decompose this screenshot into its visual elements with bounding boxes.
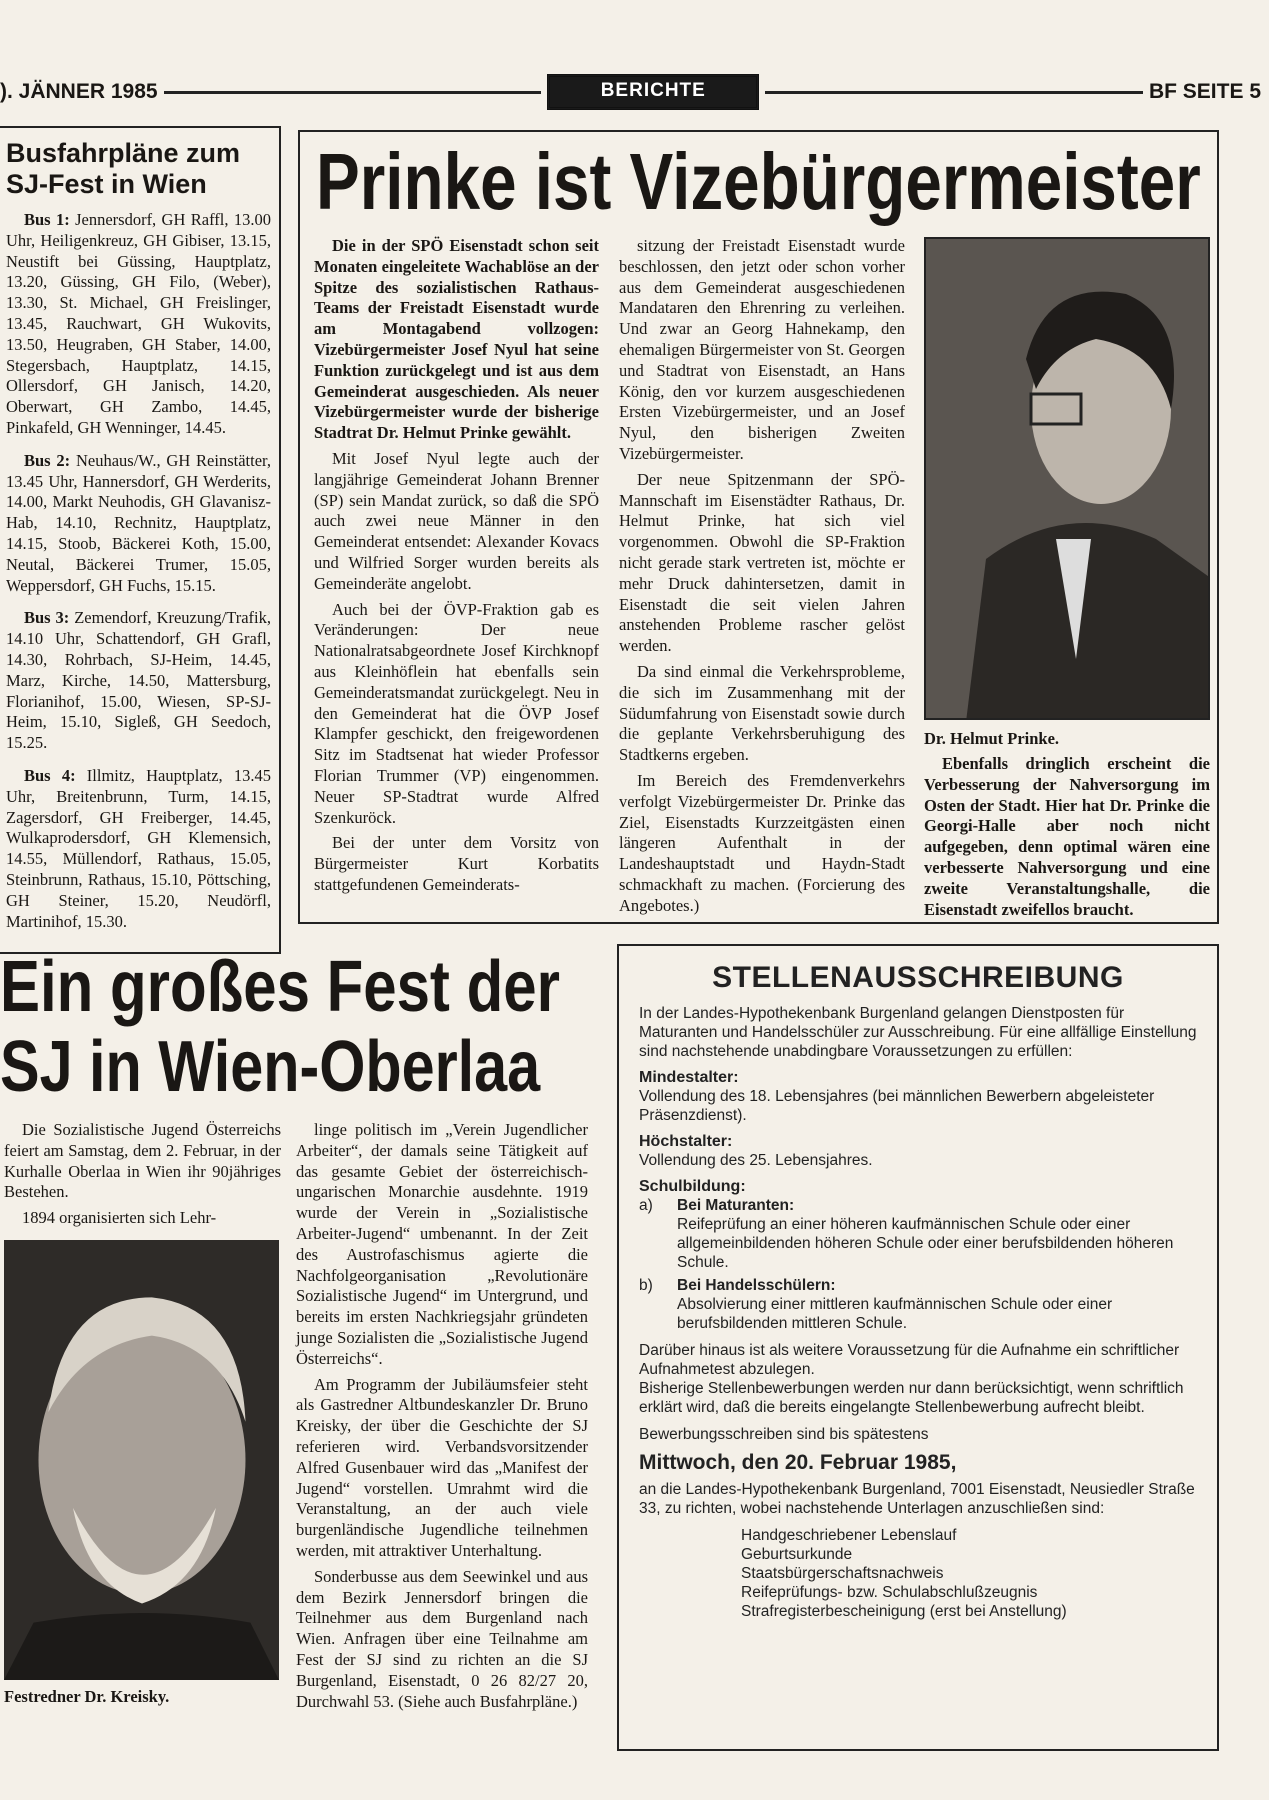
document-item: Strafregisterbescheinigung (erst bei Anstellung) [741,1603,1067,1620]
paragraph: Bus 3: Zemendorf, Kreuzung/Trafik, 14.10 Uhr, Schattendorf, GH Grafl, 14.30, Rohrbach, SJ-Heim, 14.45, Marz, Kirche, 14.50, Mattersburg, Florianihof, 15.00, Wiesen, SP-SJ-Heim, 15.10, Sigleß, GH Seedoch, 15.25. [6,608,271,753]
min-age-label: Mindestalter: [639,1069,739,1086]
paragraph: Bus 2: Neuhaus/W., GH Reinstätter, 13.45 Uhr, Hannersdorf, GH Werderits, 14.00, Markt Neuhodis, GH Glavanisz-Hab, 14.10, Rechnitz, Hauptplatz, 14.15, Stoob, Bäckerei Koth, 15.00, Neutal, Bäckerei Trumer, 15.05, Weppersdorf, GH Fuchs, 15.15. [6,450,271,595]
prinke-article [298,130,1219,924]
max-age-text: Vollendung des 25. Lebensjahres. [639,1152,873,1169]
section-label: BERICHTE [547,74,759,110]
header-rule [765,91,1143,94]
paragraph: linge politisch im „Verein Jugendlicher Arbeiter“, der damals seine Tätigkeit auf das gesamte Gebiet der österreichisch-ungarischen Monarchie ausdehnte. 1919 wurde der Verein in „Sozialistische Arbeiter-Jugend“ umbenannt. In der Zeit des Austrofaschismus agierte die Nachfolgeorganisation „Revolutionäre Sozialistische Jugend“ im Untergrund, und bereits im ersten Nachkriegsjahr gründeten junge Sozialisten die „Sozialistische Jugend Österreichs“. [296,1120,588,1368]
bus-label: Bus 4: [24,765,76,785]
ad-intro: In der Landes-Hypothekenbank Burgenland gelangen Dienstposten für Maturanten und Handelsschüler zur Ausschreibung. Für eine allfällige Einstellung sind nachstehende unabdingbare Voraussetzungen zu erfüllen: [639,1005,1197,1060]
paragraph: Auch bei der ÖVP-Fraktion gab es Veränderungen: Der neue Nationalratsabgeordnete Josef Kirchknopf aus Kleinhöflein hat ebenfalls sein Gemeinderatsmandat zurückgelegt. Neu in den Gemeinderat hat die ÖVP Josef Klampfer geschickt, den freigewordenen Sitz im Stadtsenat hat wieder Professor Florian Trummer (VP) eingenommen. Neuer SP-Stadtrat wurde Alfred Szenkuröck. [314,599,599,827]
prinke-photo-column [924,237,1210,925]
paragraph: Die in der SPÖ Eisenstadt schon seit Monaten eingeleitete Wachablöse an der Spitze des sozialistischen Rathaus-Teams der Freistadt Eisenstadt wurde am Montagabend vollzogen: Vizebürgermeister Josef Nyul hat seine Funktion zurückgelegt und ist aus dem Gemeinderat ausgeschieden. Als neuer Vizebürgermeister wurde der bisherige Stadtrat Dr. Helmut Prinke gewählt. [314,236,599,443]
kreisky-caption: Festredner Dr. Kreisky. [4,1686,170,1706]
document-item: Geburtsurkunde [741,1546,853,1563]
kreisky-photo [4,1240,279,1680]
fest-column-1 [4,1120,281,1234]
item-a-text: Reifeprüfung an einer höheren kaufmännischen Schule oder einer allgemeinbildenden höheren Schule oder einer berufsbildenden höheren Schule. [677,1216,1174,1271]
bus-label: Bus 1: [24,210,70,229]
ad-title: STELLENAUSSCHREIBUNG [712,961,1124,994]
bus-label: Bus 3: [24,608,70,628]
ad-previous: Bisherige Stellenbewerbungen werden nur dann berücksichtigt, wenn schriftlich erklärt wird, daß die bereits eingelangte Stellenbewerbung aufrecht bleibt. [639,1380,1184,1416]
prinke-column-3 [924,754,1210,925]
prinke-caption: Dr. Helmut Prinke. [924,729,1060,748]
paragraph: Sonderbusse aus dem Seewinkel und aus dem Bezirk Jennersdorf bringen die Teilnehmer aus dem Burgenland nach Wien. Anfragen über eine Teilnahme am Fest der SJ sind zu richten an die SJ Burgenland, Eisenstadt, 0 26 82/27 20, Durchwahl 53. (Siehe auch Busfahrpläne.) [296,1566,588,1711]
education-label: Schulbildung: [639,1178,746,1195]
fest-headline-wrap-2 [0,1028,590,1108]
deadline-intro: Bewerbungsschreiben sind bis spätestens [639,1426,929,1443]
prinke-headline: Prinke ist Vizebürgermeister [316,138,1201,226]
item-b-text: Absolvierung einer mittleren kaufmännischen Schule oder einer berufsbildenden mittleren Schule. [677,1296,1113,1332]
bus-label: Bus 2: [24,450,71,470]
item-b-label: Bei Handelsschülern: [677,1277,836,1294]
job-advertisement [617,944,1219,1751]
ad-address: an die Landes-Hypothekenbank Burgenland, 7001 Eisenstadt, Neusiedler Straße 33, zu richten, wobei nachstehende Unterlagen anzuschließen sind: [639,1481,1195,1517]
item-b-mark: b) [639,1277,653,1294]
paragraph: Da sind einmal die Verkehrsprobleme, die sich im Zusammenhang mit der Südumfahrung von Eisenstadt sowie durch die geplante Verkehrsberuhigung des Stadtkerns ergeben. [619,661,905,765]
paragraph: Bei der unter dem Vorsitz von Bürgermeister Kurt Korbatits stattgefundenen Gemeinderats- [314,833,599,894]
page-number: BF SEITE 5 [1148,80,1261,103]
paragraph: Bus 1: Jennersdorf, GH Raffl, 13.00 Uhr, Heiligenkreuz, GH Gibiser, 13.15, Neustift bei Güssing, Hauptplatz, 13.20, Güssing, GH Filo, (Weber), 13.30, St. Michael, GH Freislinger, 13.45, Rauchwart, GH Wukovits, 13.50, Heugraben, GH Staber, 14.00, Stegersbach, Hauptplatz, 14.15, Ollersdorf, GH Janisch, 14.20, Oberwart, GH Zambo, 14.45, Pinkafeld, GH Wenninger, 14.45. [6,210,271,437]
paragraph: Am Programm der Jubiläumsfeier steht als Gastredner Altbundeskanzler Dr. Bruno Kreisky, der über die Geschichte der SJ referieren wird. Verbandsvorsitzender Alfred Gusenbauer wird das „Manifest der Jugend“ vorstellen. Umrahmt wird die Veranstaltung, an der auch viele burgenländische Jugendliche teilnehmen werden, mit attraktiver Unterhaltung. [296,1374,588,1560]
prinke-column-1 [314,236,599,901]
document-item: Staatsbürgerschaftsnachweis [741,1565,944,1582]
paragraph: Die Sozialistische Jugend Österreichs feiert am Samstag, dem 2. Februar, in der Kurhalle Oberlaa in Wien ihr 90jähriges Bestehen. [4,1120,281,1202]
min-age-text: Vollendung des 18. Lebensjahres (bei männlichen Bewerbern abgeleisteter Präsenzdienst). [639,1088,1155,1124]
paragraph: sitzung der Freistadt Eisenstadt wurde beschlossen, den jetzt oder schon vorher aus dem Gemeinderat ausgeschiedenen Mandataren den Ehrenring zu verleihen. Und zwar an Georg Hahnekamp, den ehemaligen Bürgermeister von St. Georgen und Stadtrat von Eisenstadt, an Hans König, den vor kurzem ausgeschiedenen Ersten Vizebürgermeister, und an Josef Nyul, den bisherigen Zweiten Vizebürgermeister. [619,236,905,463]
bus-title: Busfahrpläne zum SJ-Fest in Wien [6,138,241,199]
fest-column-2 [296,1120,588,1717]
fest-headline-line-1: Ein großes Fest der [0,948,560,1027]
paragraph: Der neue Spitzenmann der SPÖ-Mannschaft im Eisenstädter Rathaus, Dr. Helmut Prinke, hat sich viel vorgenommen. Obwohl die SP-Fraktion nicht gerade stark vertreten ist, möchte er mehr Druck dahintersetzen, damit in Eisenstadt die seit vielen Jahren anstehenden Probleme rascher gelöst werden. [619,469,905,656]
prinke-headline-wrap [316,138,1201,228]
bus-schedule-text [6,210,271,932]
document-item: Reifeprüfungs- bzw. Schulabschlußzeugnis [741,1584,1038,1601]
deadline: Mittwoch, den 20. Februar 1985, [639,1451,957,1474]
paragraph: 1894 organisierten sich Lehr- [22,1208,217,1228]
page-header [0,74,1269,110]
issue-date: ). JÄNNER 1985 [0,80,158,103]
header-rule [164,91,542,94]
item-a-mark: a) [639,1197,653,1214]
item-a-label: Bei Maturanten: [677,1197,795,1214]
max-age-label: Höchstalter: [639,1133,733,1150]
document-list [639,1526,1197,1621]
fest-article [0,948,600,1788]
bus-schedule-box [0,126,281,954]
paragraph: Mit Josef Nyul legte auch der langjährige Gemeinderat Johann Brenner (SP) sein Mandat zurück, so daß die SPÖ auch zwei neue Männer in den Gemeinderat entsendet: Alexander Kovacs und Wilfried Sorger wurden bereits als Gemeinderäte angelobt. [314,448,599,593]
ad-extra: Darüber hinaus ist als weitere Voraussetzung für die Aufnahme ein schriftlicher Aufnahmetest abzulegen. [639,1342,1180,1378]
fest-left-column [4,1120,281,1708]
fest-headline-wrap-1 [0,948,590,1028]
paragraph: Bus 4: Illmitz, Hauptplatz, 13.45 Uhr, Breitenbrunn, Turm, 14.15, Zagersdorf, GH Freiberger, 14.45, Wulkaprodersdorf, GH Klemensich, 14.55, Müllendorf, Rathaus, 15.05, Steinbrunn, Rathaus, 15.10, Pöttsching, GH Steiner, 15.20, Neudörfl, Martinihof, 15.30. [6,765,271,931]
prinke-photo [924,237,1210,720]
prinke-column-2 [619,236,905,922]
document-item: Handgeschriebener Lebenslauf [741,1527,957,1544]
paragraph: Im Bereich des Fremdenverkehrs verfolgt Vizebürgermeister Dr. Prinke das Ziel, Eisenstadts Kurzzeitgästen einen längeren Aufenthalt in der Landeshauptstadt und Haydn-Stadt schmackhaft zu machen. (Forcierung des Angebotes.) [619,770,905,915]
paragraph: Ebenfalls dringlich erscheint die Verbesserung der Nahversorgung im Osten der Stadt. Hier hat Dr. Prinke die Georgi-Halle aber noch nicht aufgegeben, denn optimal wären eine verbesserte Nahversorgung und eine zweite Veranstaltungshalle, die Eisenstadt zweifellos braucht. [924,754,1210,919]
fest-headline-line-2: SJ in Wien-Oberlaa [0,1028,541,1107]
